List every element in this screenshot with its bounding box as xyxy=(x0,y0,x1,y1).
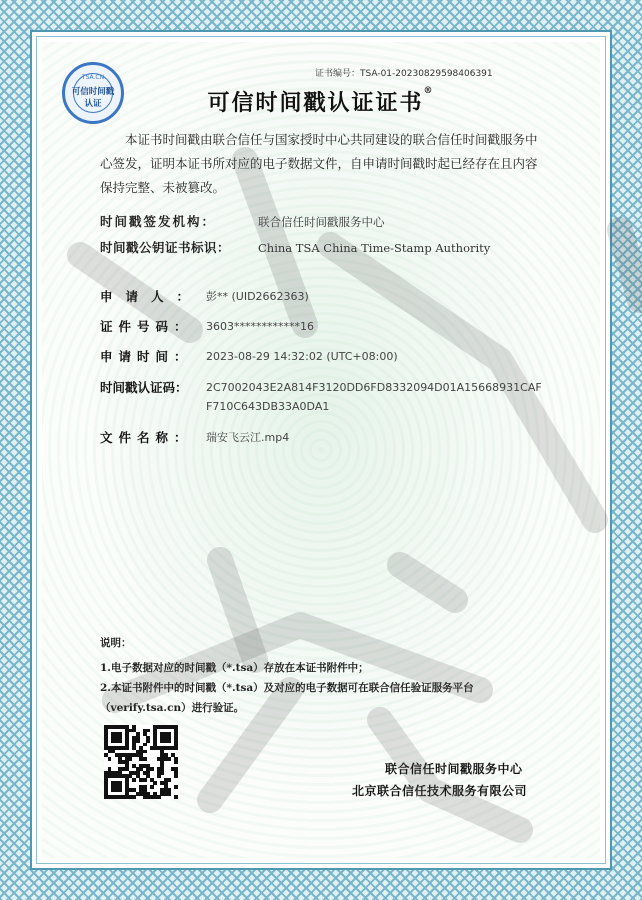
issuer-row xyxy=(100,212,385,230)
qr-module xyxy=(174,795,178,799)
intro-paragraph: 本证书时间戳由联合信任与国家授时中心共同建设的联合信任时间戳服务中心签发，证明本证书所对应的电子数据文件，自申请时间戳时起已经存在且内容保持完整、未被篡改。 xyxy=(100,132,538,195)
seal-brand: TSA.CN xyxy=(81,74,105,81)
qr-code[interactable] xyxy=(104,725,178,799)
qr-module xyxy=(136,739,140,743)
applicant-label: 申请人： xyxy=(100,289,203,304)
issuer-signature: 联合信任时间戳服务中心 xyxy=(385,762,523,776)
file-name-label: 文件名称： xyxy=(100,430,193,445)
cert-id-row xyxy=(100,238,490,256)
auth-code-value: 2C7002043E2A814F3120DD6FD8332094D01A15668931CAFF710C643DB33A0DA1 xyxy=(206,381,542,413)
id-number-row xyxy=(100,317,546,336)
cert-id-label: 时间戳公钥证书标识： xyxy=(100,240,231,255)
id-number-value: 3603************16 xyxy=(206,320,314,333)
notes-line-1: 1.电子数据对应的时间戳（*.tsa）存放在本证书附件中； xyxy=(100,662,369,674)
qr-module xyxy=(174,760,178,764)
certificate-title xyxy=(0,86,642,117)
auth-code-label: 时间戳认证码： xyxy=(100,380,188,395)
applicant-value: 彭** (UID2662363) xyxy=(206,290,309,303)
file-name-value: 瑞安飞云江.mp4 xyxy=(206,431,290,444)
qr-module xyxy=(150,785,154,789)
qr-module xyxy=(157,795,161,799)
qr-module xyxy=(174,746,178,750)
qr-module xyxy=(143,743,147,747)
applicant-row xyxy=(100,287,546,306)
registered-mark: ® xyxy=(423,86,435,96)
qr-module xyxy=(167,757,171,761)
qr-module xyxy=(146,729,150,733)
cert-id-value: China TSA China Time-Stamp Authority xyxy=(258,241,491,255)
notes-title: 说明： xyxy=(100,637,132,649)
qr-module xyxy=(143,778,147,782)
qr-module xyxy=(160,771,164,775)
notes-section xyxy=(100,635,550,718)
apply-time-label: 申请时间： xyxy=(100,349,193,364)
issuer-value: 联合信任时间戳服务中心 xyxy=(258,215,385,229)
certificate-number: 证书编号：TSA-01-20230829598406391 xyxy=(315,69,493,79)
qr-module xyxy=(146,739,150,743)
qr-module xyxy=(153,781,157,785)
qr-module xyxy=(125,746,129,750)
apply-time-row xyxy=(100,347,546,366)
qr-module xyxy=(129,757,133,761)
qr-module xyxy=(167,778,171,782)
auth-code-row xyxy=(100,378,546,416)
qr-module xyxy=(108,757,112,761)
qr-module xyxy=(174,774,178,778)
qr-module xyxy=(143,757,147,761)
qr-module xyxy=(167,739,171,743)
qr-module xyxy=(157,774,161,778)
seal-line-1: 可信时间戳 xyxy=(71,87,115,97)
qr-module xyxy=(150,767,154,771)
company-signature: 北京联合信任技术服务有限公司 xyxy=(352,784,528,798)
qr-module xyxy=(174,785,178,789)
qr-module xyxy=(118,739,122,743)
apply-time-value: 2023-08-29 14:32:02 (UTC+08:00) xyxy=(206,350,398,363)
qr-module xyxy=(143,750,147,754)
qr-module xyxy=(167,792,171,796)
seal-line-2: 认证 xyxy=(84,99,102,109)
notes-line-2: 2.本证书附件中的时间戳（*.tsa）及对应的电子数据可在联合信任验证服务平台（verify.tsa.cn）进行验证。 xyxy=(100,682,474,714)
file-name-row xyxy=(100,428,546,447)
id-number-label: 证件号码： xyxy=(100,319,193,334)
issuer-label: 时间戳签发机构： xyxy=(100,214,217,229)
qr-module xyxy=(132,778,136,782)
qr-module xyxy=(132,795,136,799)
title-text: 可信时间戳认证证书 xyxy=(207,90,424,116)
qr-module xyxy=(118,788,122,792)
